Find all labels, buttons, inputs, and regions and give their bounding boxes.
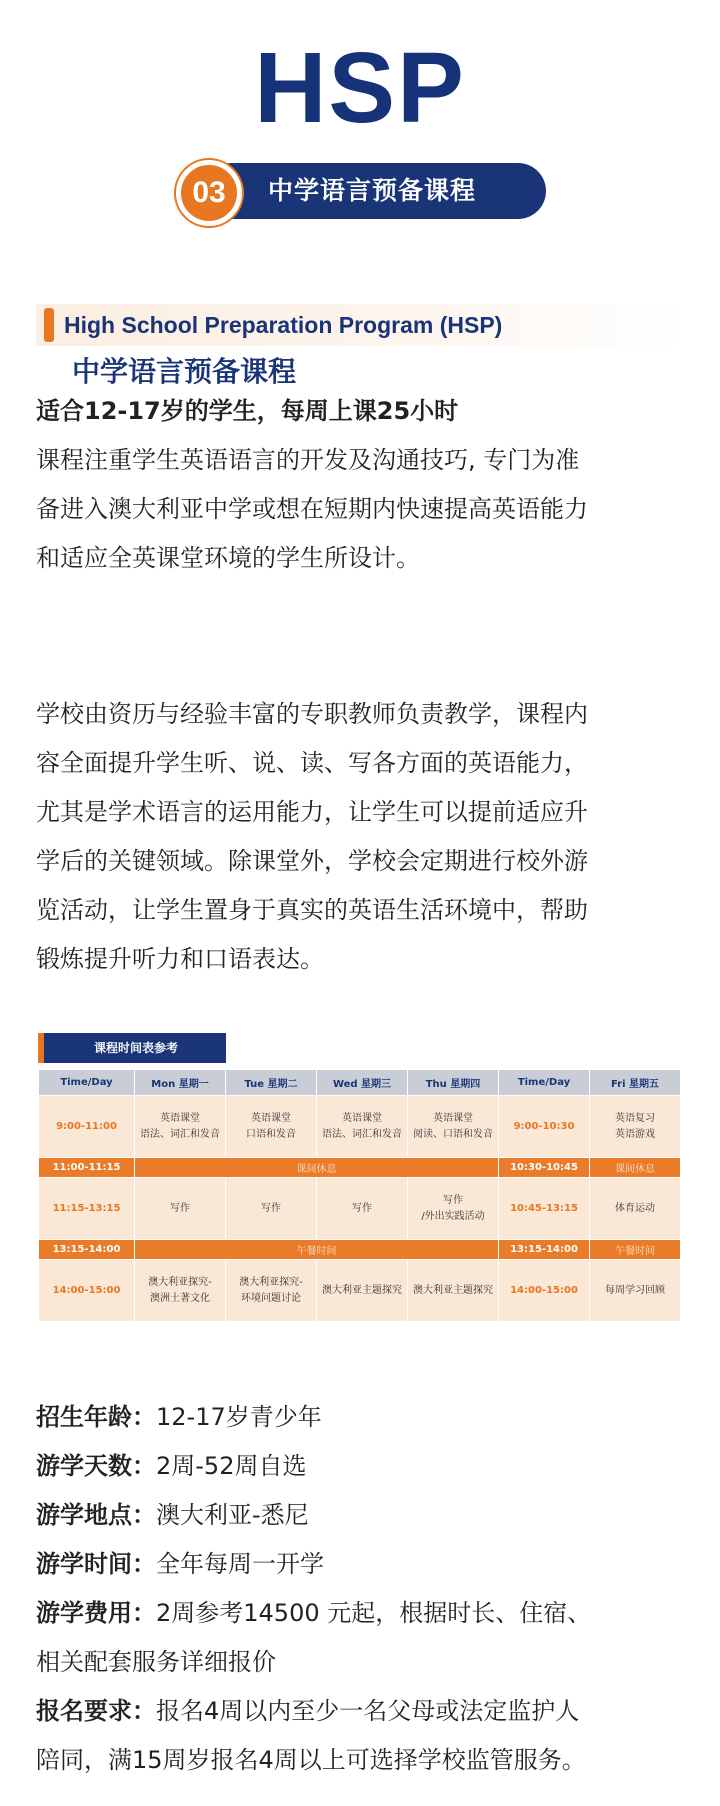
desc-line: 学校由资历与经验丰富的专职教师负责教学，课程内 — [36, 700, 588, 728]
cell-line: 澳大利亚探究- — [239, 1276, 303, 1288]
header-cell: Time/Day — [499, 1070, 590, 1096]
header-cell: Time/Day — [39, 1070, 135, 1096]
time-cell: 9:00-10:30 — [499, 1096, 590, 1158]
badge-number: 03 — [176, 160, 242, 226]
class-cell — [317, 1096, 408, 1158]
cell-line: 澳大利亚探究- — [148, 1276, 212, 1288]
time-cell: 9:00-11:00 — [39, 1096, 135, 1158]
break-label: 午餐时间 — [590, 1240, 681, 1260]
class-cell — [408, 1096, 499, 1158]
class-cell: 澳大利亚主题探究 — [317, 1260, 408, 1322]
time-cell: 11:00-11:15 — [39, 1158, 135, 1178]
class-cell — [590, 1096, 681, 1158]
cell-line: 语法、词汇和发音 — [140, 1128, 220, 1140]
cell-line: 英语课堂 — [160, 1112, 200, 1124]
intro-line: 备进入澳大利亚中学或想在短期内快速提高英语能力 — [36, 495, 588, 523]
class-cell: 澳大利亚主题探究 — [408, 1260, 499, 1322]
program-info-list — [36, 1393, 686, 1785]
schedule-table — [38, 1069, 681, 1322]
header-cell: Tue 星期二 — [226, 1070, 317, 1096]
header-cell: Mon 星期一 — [135, 1070, 226, 1096]
time-cell: 14:00-15:00 — [499, 1260, 590, 1322]
time-cell: 10:30-10:45 — [499, 1158, 590, 1178]
header-cell: Fri 星期五 — [590, 1070, 681, 1096]
class-cell — [135, 1260, 226, 1322]
class-cell: 写作 — [135, 1178, 226, 1240]
header-cell: Wed 星期三 — [317, 1070, 408, 1096]
header-cell: Thu 星期四 — [408, 1070, 499, 1096]
table-row — [39, 1178, 681, 1240]
desc-line: 览活动，让学生置身于真实的英语生活环境中，帮助 — [36, 896, 588, 924]
cell-line: 阅读、口语和发音 — [413, 1128, 493, 1140]
cell-line: 英语课堂 — [342, 1112, 382, 1124]
desc-line: 尤其是学术语言的运用能力，让学生可以提前适应升 — [36, 798, 588, 826]
badge-title: 中学语言预备课程 — [268, 176, 477, 205]
cell-line: 写作 — [443, 1194, 463, 1206]
cell-line: 环境问题讨论 — [241, 1292, 301, 1304]
intro-headline: 适合12-17岁的学生，每周上课25小时 — [36, 397, 459, 425]
info-item-location: 游学地点：澳大利亚-悉尼 — [36, 1501, 309, 1529]
class-cell — [226, 1260, 317, 1322]
break-row — [39, 1158, 681, 1178]
cell-line: 英语复习 — [615, 1112, 655, 1124]
time-cell: 11:15-13:15 — [39, 1178, 135, 1240]
cell-line: /外出实践活动 — [421, 1210, 485, 1222]
info-item-fee-cont: 相关配套服务详细报价 — [36, 1648, 276, 1676]
break-row — [39, 1240, 681, 1260]
table-row — [39, 1096, 681, 1158]
time-cell: 10:45-13:15 — [499, 1178, 590, 1240]
class-cell: 写作 — [226, 1178, 317, 1240]
info-item-requirements: 报名要求：报名4周以内至少一名父母或法定监护人 — [36, 1697, 580, 1725]
time-cell: 13:15-14:00 — [39, 1240, 135, 1260]
intro-paragraph — [36, 387, 686, 583]
hsp-logo: HSP — [254, 32, 466, 144]
class-cell — [408, 1178, 499, 1240]
class-cell — [135, 1096, 226, 1158]
cell-line: 语法、词汇和发音 — [322, 1128, 402, 1140]
schedule-title: 课程时间表参考 — [38, 1033, 226, 1063]
desc-line: 锻炼提升听力和口语表达。 — [36, 945, 324, 973]
schedule-table-section — [38, 1033, 680, 1322]
intro-line: 和适应全英课堂环境的学生所设计。 — [36, 544, 420, 572]
section-badge — [176, 160, 546, 222]
table-row — [39, 1260, 681, 1322]
intro-line: 课程注重学生英语语言的开发及沟通技巧, 专门为准 — [36, 446, 580, 474]
cell-line: 英语课堂 — [433, 1112, 473, 1124]
program-heading-bar — [36, 304, 686, 346]
cell-line: 英语游戏 — [615, 1128, 655, 1140]
description-paragraph — [36, 690, 686, 984]
desc-line: 容全面提升学生听、说、读、写各方面的英语能力， — [36, 749, 588, 777]
break-label: 午餐时间 — [135, 1240, 499, 1260]
class-cell: 体育运动 — [590, 1178, 681, 1240]
program-title-en: High School Preparation Program (HSP) — [64, 312, 503, 338]
cell-line: 英语课堂 — [251, 1112, 291, 1124]
break-label: 课间休息 — [590, 1158, 681, 1178]
info-item-requirements-cont: 陪同，满15周岁报名4周以上可选择学校监管服务。 — [36, 1746, 586, 1774]
class-cell: 每周学习回顾 — [590, 1260, 681, 1322]
table-header-row — [39, 1070, 681, 1096]
desc-line: 学后的关键领域。除课堂外，学校会定期进行校外游 — [36, 847, 588, 875]
info-item-age: 招生年龄：12-17岁青少年 — [36, 1403, 322, 1431]
class-cell — [226, 1096, 317, 1158]
break-label: 课间休息 — [135, 1158, 499, 1178]
time-cell: 13:15-14:00 — [499, 1240, 590, 1260]
cell-line: 口语和发音 — [246, 1128, 296, 1140]
time-cell: 14:00-15:00 — [39, 1260, 135, 1322]
accent-bar — [44, 308, 54, 342]
class-cell: 写作 — [317, 1178, 408, 1240]
info-item-duration: 游学天数：2周-52周自选 — [36, 1452, 307, 1480]
program-title-cn: 中学语言预备课程 — [72, 355, 297, 388]
info-item-fee: 游学费用：2周参考14500 元起，根据时长、住宿、 — [36, 1599, 592, 1627]
cell-line: 澳洲土著文化 — [150, 1292, 210, 1304]
info-item-start: 游学时间：全年每周一开学 — [36, 1550, 324, 1578]
